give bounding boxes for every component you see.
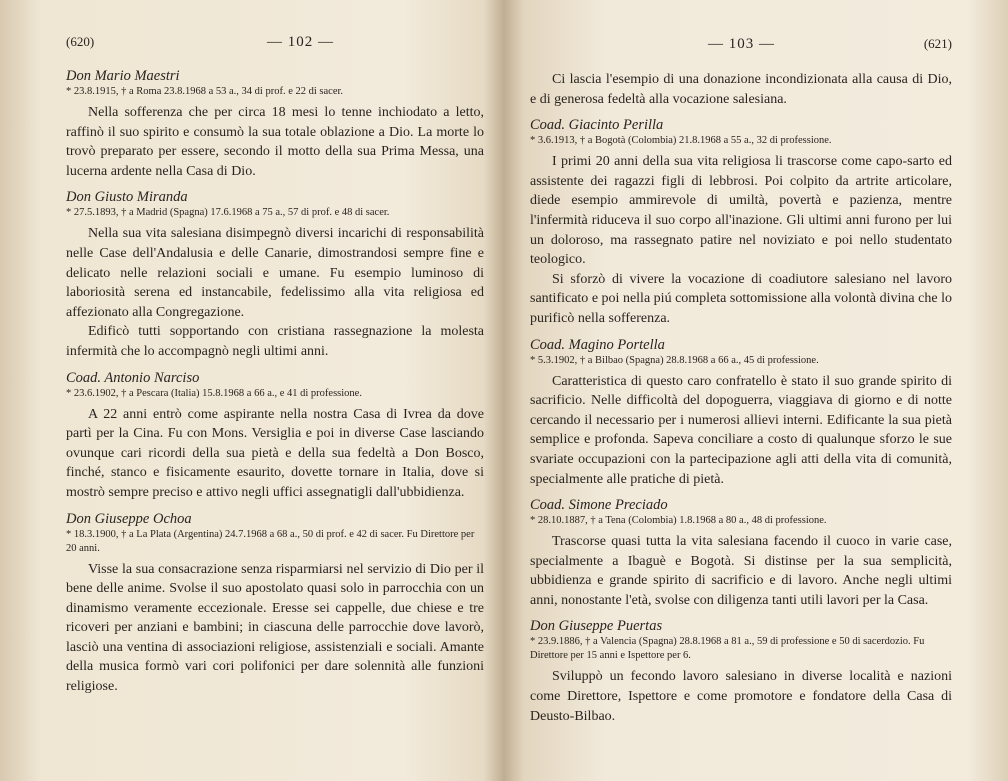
entry-name: Don Giuseppe Puertas <box>530 618 663 635</box>
entry-paragraph: Edificò tutti sopportando con cristiana rassegnazione la molesta infermità che lo accompagnò negli ultimi anni. <box>66 324 484 359</box>
entry-meta: * 3.6.1913, † a Bogotà (Colombia) 21.8.1968 a 55 a., 32 di professione. <box>530 135 832 147</box>
left-page-number: — 102 — <box>267 34 334 50</box>
entry-name: Don Mario Maestri <box>66 68 180 84</box>
entry-paragraph: Sviluppò un fecondo lavoro salesiano in diverse località e nazioni come Direttore, Ispettore e come promotore e fondatore della Casa di Deusto-Bilbao. <box>530 669 952 724</box>
entry-meta: * 28.10.1887, † a Tena (Colombia) 1.8.1968 a 80 a., 48 di professione. <box>530 515 827 527</box>
entry-paragraph: Caratteristica di questo caro confratello è stato il suo grande spirito di sacrificio. Nelle difficoltà del dopoguerra, viaggiava di giorno e di notte cercando il necessario per i numerosi allievi interni. Edificante la sua pietà semplice e profonda. Sapeva conciliare a costo di qualunque sforzo le sue svariate occupazioni con la partecipazione agli atti della vita di comunità, specialmente alle pratiche di pietà. <box>530 373 952 487</box>
entry-meta: * 23.9.1886, † a Valencia (Spagna) 28.8.1968 a 81 a., 59 di professione e 50 di sacerdozio. Fu Direttore per 15 anni e Ispettore per 6. <box>530 636 925 662</box>
entry-meta: * 18.3.1900, † a La Plata (Argentina) 24.7.1968 a 68 a., 50 di prof. e 42 di sacer. Fu Direttore per 20 anni. <box>66 528 475 554</box>
entry-paragraph: Si sforzò di vivere la vocazione di coadiutore salesiano nel lavoro santificato e poi nella piú completa sottomissione alla volontà divina che lo purificò nella sofferenza. <box>530 271 952 326</box>
entry-portella <box>530 337 952 490</box>
entry-paragraph: I primi 20 anni della sua vita religiosa li trascorse come capo-sarto ed assistente dei ragazzi figli di lebbrosi. Poi colpito da artrite articolare, diede esempio ammirevole di umiltà, povertà e pazienza, mentre l'infermità riduceva il suo corpo all'inazione. Gli ultimi anni furono per lui un doloroso, ma rassegnato patire nel noviziato e poi nello studentato teologico. <box>530 154 952 268</box>
entry-ochoa <box>66 511 484 697</box>
entry-name: Coad. Giacinto Perilla <box>530 117 664 134</box>
entry-meta: * 5.3.1902, † a Bilbao (Spagna) 28.8.1968 a 66 a., 45 di professione. <box>530 354 819 366</box>
entry-meta: * 27.5.1893, † a Madrid (Spagna) 17.6.1968 a 75 a., 57 di prof. e 48 di sacer. <box>66 207 390 219</box>
right-page-header <box>530 36 952 58</box>
left-page-code: (620) <box>66 34 95 49</box>
entry-meta: * 23.6.1902, † a Pescara (Italia) 15.8.1968 a 66 a., e 41 di professione. <box>66 387 362 399</box>
entry-name: Coad. Simone Preciado <box>530 497 668 514</box>
right-page-number: — 103 — <box>708 36 775 52</box>
entry-name: Coad. Antonio Narciso <box>66 369 200 386</box>
left-page <box>0 0 500 781</box>
entry-puertas <box>530 618 952 726</box>
entry-perilla <box>530 117 952 328</box>
entry-meta: * 23.8.1915, † a Roma 23.8.1968 a 53 a., 34 di prof. e 22 di sacer. <box>66 86 344 97</box>
entry-preciado <box>530 497 952 610</box>
right-page <box>504 0 1008 781</box>
entry-paragraph: Trascorse quasi tutta la vita salesiana facendo il cuoco in varie case, specialmente a Ibaguè e Bogotà. Si distinse per la sua semplicità, ubbidienza e grande spirito di sacrificio e di lavoro. Anche negli ultimi anni, nonostante l'età, svolse con diligenza tanti utili lavori per la Casa. <box>530 534 952 608</box>
entry-paragraph: A 22 anni entrò come aspirante nella nostra Casa di Ivrea da dove partì per la Cina. Fu con Mons. Versiglia e poi in diverse Case lasciando ovunque cari ricordi della sua pietà e della sua fedeltà a Don Bosco, finché, stanco e fisicamente esaurito, dovette tornare in Italia, dove si mostrò sempre preciso e attivo negli uffici assegnatigli dall'ubbidienza. <box>66 406 484 500</box>
right-page-code: (621) <box>923 36 952 51</box>
entry-miranda <box>66 189 484 361</box>
entry-maestri <box>66 68 484 181</box>
entry-name: Don Giuseppe Ochoa <box>66 510 192 527</box>
entry-narciso <box>66 370 484 503</box>
entry-name: Coad. Magino Portella <box>530 336 665 353</box>
left-page-header <box>66 34 484 56</box>
entry-name: Don Giusto Miranda <box>66 189 188 206</box>
entry-paragraph: Nella sofferenza che per circa 18 mesi lo tenne inchiodato a letto, raffinò il suo spirito e consumò la sua totale oblazione a Dio. La morte lo trovò preparato per essere, secondo il motto della sua Prima Messa, una lucerna ardente nella Casa di Dio. <box>66 105 484 179</box>
entry-paragraph: Visse la sua consacrazione senza risparmiarsi nel servizio di Dio per il bene delle anime. Svolse il suo apostolato quasi solo in parrocchia con un dinamismo veramente eccezionale. Eresse sei cappelle, due chiese e tre ricoveri per anziani e bambini; in ciascuna delle parrocchie dove lavorò, lasciò una ventina di associazioni religiose, assistenziali e sociali. Amante della musica formò vari cori polifonici per dare solennità alle funzioni religiose. <box>66 561 484 695</box>
entry-paragraph: Nella sua vita salesiana disimpegnò diversi incarichi di responsabilità nelle Case dell'Andalusia e delle Canarie, dimostrandosi sempre fine e delicato nelle relazioni sociali e umane. Fu esempio luminoso di laboriosità serena ed instancabile, fedelissimo alla vita religiosa ed affezionato alla Congregazione. <box>66 226 484 320</box>
continuation-paragraph: Ci lascia l'esempio di una donazione incondizionata alla causa di Dio, e di generosa fedeltà alla vocazione salesiana. <box>530 72 952 107</box>
